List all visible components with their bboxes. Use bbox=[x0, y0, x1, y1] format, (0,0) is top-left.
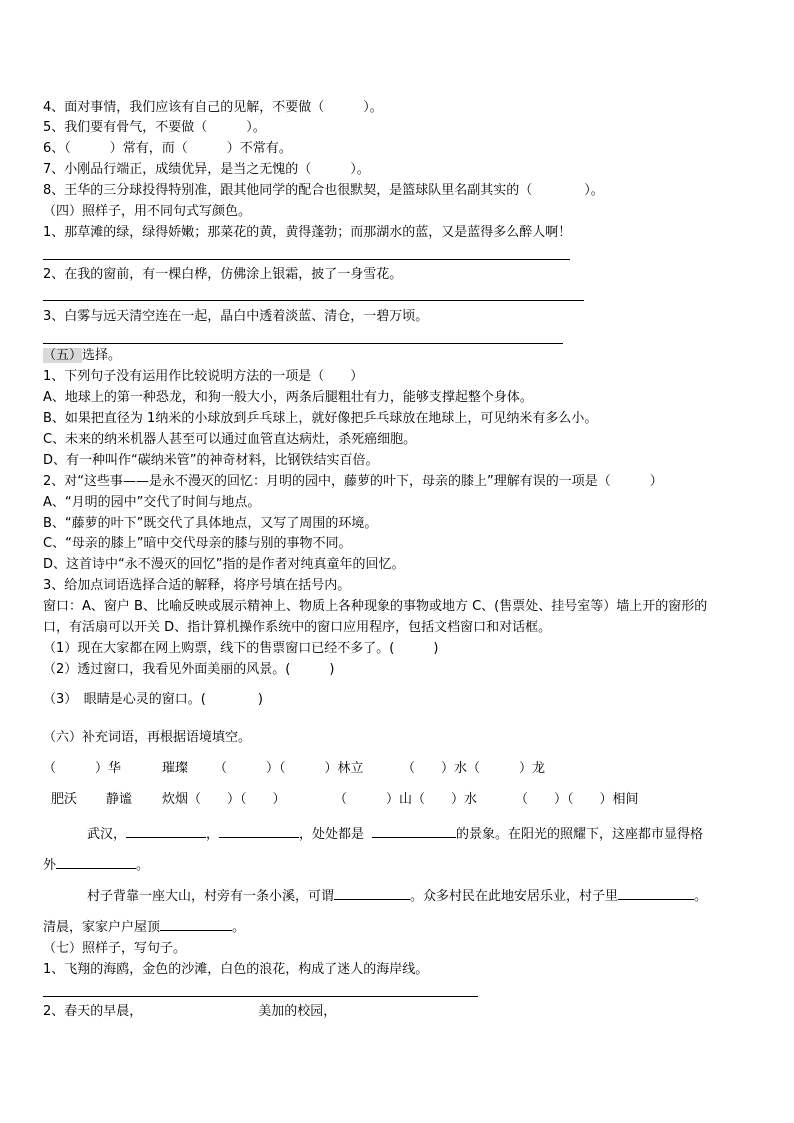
question-8: 8、王华的三分球投得特别准，跟其他同学的配合也很默契，是篮球队里名副其实的（ ）。 bbox=[43, 183, 604, 198]
sub-question-2: （2）透过窗口，我看见外面美丽的风景。( ) bbox=[43, 662, 335, 677]
answer-line bbox=[43, 259, 570, 260]
fill-blank[interactable] bbox=[618, 885, 694, 900]
question-4: 4、面对事情，我们应该有自己的见解，不要做（ ）。 bbox=[43, 100, 383, 115]
section-5-number: （五） bbox=[43, 348, 83, 363]
section-5-question-1: 1、下列句子没有运用作比较说明方法的一项是（ ） bbox=[43, 369, 364, 384]
section-5-question-3: 3、给加点词语选择合适的解释，将序号填在括号内。 bbox=[43, 578, 351, 593]
option-c: C、“母亲的膝上”暗中交代母亲的膝与别的事物不同。 bbox=[43, 536, 352, 551]
word-row-2-item: （ ）山（ ）水 bbox=[334, 792, 478, 807]
section-5-label: 选择。 bbox=[82, 348, 122, 363]
definition-line-2: 口，有活扇可以开关 D、指计算机操作系统中的窗口应用程序，包括文档窗口和对话框。 bbox=[43, 620, 552, 635]
section-5-question-2: 2、对“这些事——是永不漫灭的回忆：月明的园中，藤萝的叶下，母亲的膝上”理解有误的一项是（ ） bbox=[43, 474, 663, 489]
fill-blank[interactable] bbox=[372, 823, 456, 838]
question-6: 6、（ ）常有，而（ ）不常有。 bbox=[43, 141, 292, 156]
section-6-title: （六）补充词语，再根据语境填空。 bbox=[43, 730, 252, 745]
option-b: B、“藤萝的叶下”既交代了具体地点，又写了周围的环境。 bbox=[43, 516, 378, 531]
answer-line bbox=[43, 300, 584, 301]
section-7-example-1: 1、飞翔的海鸥，金色的沙滩，白色的浪花，构成了迷人的海岸线。 bbox=[43, 962, 429, 977]
word-row-1-item: （ ）水（ ）龙 bbox=[402, 761, 546, 776]
question-7: 7、小刚品行端正，成绩优异，是当之无愧的（ ）。 bbox=[43, 162, 370, 177]
answer-line bbox=[43, 996, 478, 997]
word-row-1-item: （ ）华 bbox=[43, 761, 122, 776]
option-d: D、这首诗中“永不漫灭的回忆”指的是作者对纯真童年的回忆。 bbox=[43, 557, 405, 572]
section-4-example-2: 2、在我的窗前，有一棵白桦，仿佛涂上银霜，披了一身雪花。 bbox=[43, 267, 403, 282]
section-4-example-3: 3、白雾与远天清空连在一起，晶白中透着淡蓝、清仓，一碧万顷。 bbox=[43, 309, 429, 324]
sub-question-3: （3） 眼睛是心灵的窗口。( ) bbox=[43, 692, 263, 707]
option-d: D、有一种叫作“碳纳米管”的神奇材料，比钢铁结实百倍。 bbox=[43, 453, 379, 468]
section-7-title: （七）照样子，写句子。 bbox=[43, 941, 187, 956]
section-7-example-2: 2、春天的早晨， 美加的校园， bbox=[43, 1004, 337, 1019]
context-paragraph-2-line-2: 清晨，家家户户屋顶 。 bbox=[43, 916, 245, 937]
word-row-2-item: 炊烟（ ）（ ） bbox=[162, 792, 286, 807]
section-5-title bbox=[43, 347, 121, 365]
context-paragraph-1-line-1: 武汉， ， ，处处都是 的景象。在阳光的照耀下，这座都市显得格 bbox=[87, 823, 703, 844]
question-5: 5、我们要有骨气，不要做（ ）。 bbox=[43, 120, 266, 135]
fill-blank[interactable] bbox=[219, 823, 299, 838]
option-c: C、未来的纳米机器人甚至可以通过血管直达病灶，杀死癌细胞。 bbox=[43, 432, 417, 447]
context-paragraph-1-line-2: 外 。 bbox=[43, 854, 149, 875]
option-b: B、如果把直径为 1纳米的小球放到乒乓球上，就好像把乒乓球放在地球上，可见纳米有多么小。 bbox=[43, 411, 598, 426]
context-paragraph-2-line-1: 村子背靠一座大山，村旁有一条小溪，可谓 。众多村民在此地安居乐业，村子里 。 bbox=[87, 885, 707, 906]
fill-blank[interactable] bbox=[126, 823, 206, 838]
definition-line-1: 窗口：A、窗户 B、比喻反映或展示精神上、物质上各种现象的事物或地方 C、(售票处、挂号室等）墙上开的窗形的 bbox=[43, 599, 708, 614]
word-row-2-item: 静谧 bbox=[106, 792, 133, 807]
section-4-example-1: 1、那草滩的绿，绿得娇嫩；那菜花的黄，黄得蓬勃；而那湖水的蓝，又是蓝得多么醉人啊！ bbox=[43, 225, 572, 240]
option-a: A、“月明的园中”交代了时间与地点。 bbox=[43, 495, 261, 510]
fill-blank[interactable] bbox=[56, 854, 136, 869]
fill-blank[interactable] bbox=[160, 916, 232, 931]
sub-question-1: （1）现在大家都在网上购票，线下的售票窗口已经不多了。( ) bbox=[43, 641, 439, 656]
answer-line bbox=[43, 343, 563, 344]
option-a: A、地球上的第一种恐龙，和狗一般大小，两条后腿粗壮有力，能够支撑起整个身体。 bbox=[43, 390, 533, 405]
word-row-2-item: 肥沃 bbox=[51, 792, 78, 807]
fill-blank[interactable] bbox=[334, 885, 410, 900]
word-row-1-item: 璀璨 bbox=[162, 761, 189, 776]
section-4-title: （四）照样子，用不同句式写颜色。 bbox=[43, 204, 252, 219]
word-row-1-item: （ ）（ ）林立 bbox=[214, 761, 364, 776]
word-row-2-item: （ ）（ ）相间 bbox=[515, 792, 639, 807]
